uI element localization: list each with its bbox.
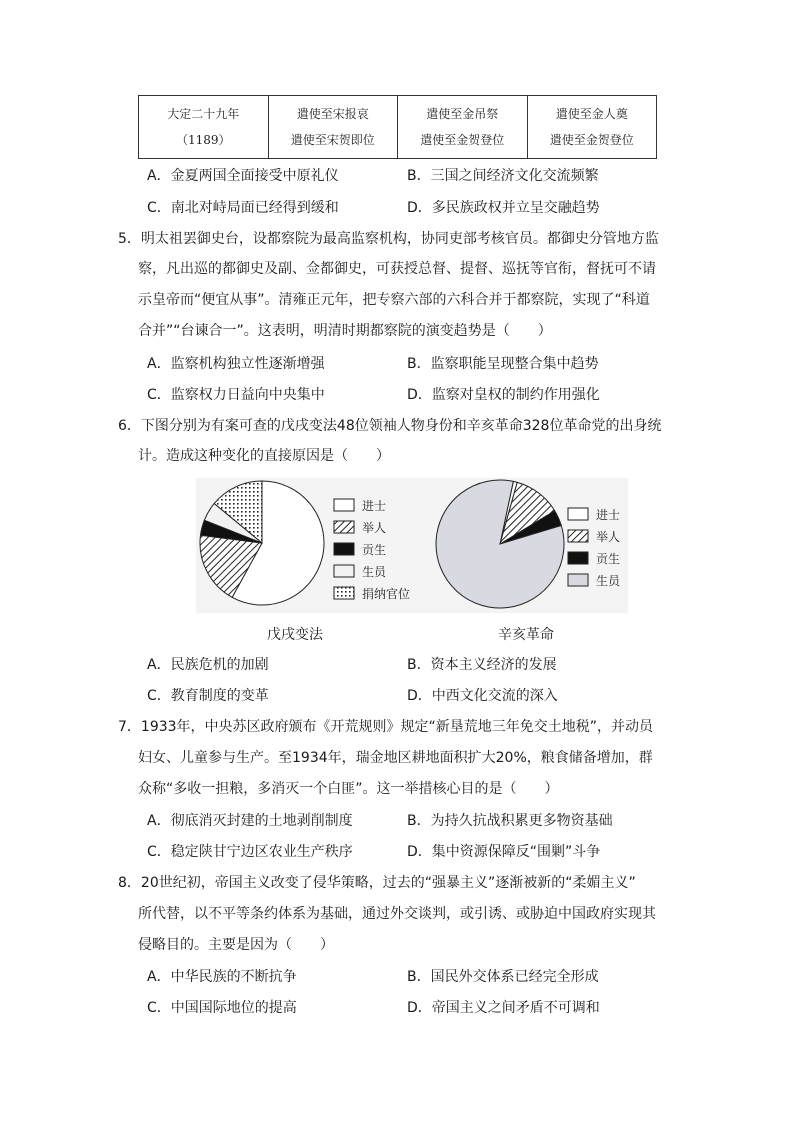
legend-label-2: 贡生 [596, 552, 621, 566]
q8-option-d[interactable]: D．帝国主义之间矛盾不可调和 [407, 1000, 600, 1016]
q6-stem-line: 计。造成这种变化的直接原因是（ ） [138, 448, 390, 464]
q8-stem-line: 所代替，以不平等条约体系为基础，通过外交谈判，或引诱、或胁迫中国政府实现其 [138, 906, 656, 922]
q6-option-b[interactable]: B．资本主义经济的发展 [407, 657, 557, 673]
q8-option-c[interactable]: C．中国国际地位的提高 [147, 1000, 297, 1016]
q4-option-a[interactable]: A．金夏两国全面接受中原礼仪 [147, 168, 339, 184]
q5-option-c[interactable]: C．监察权力日益向中央集中 [147, 387, 325, 403]
legend-label-0: 进士 [362, 499, 387, 513]
q7-option-b[interactable]: B．为持久抗战积累更多物资基础 [407, 813, 613, 829]
q6-option-a[interactable]: A．民族危机的加剧 [147, 657, 269, 673]
chart-title-wuxu: 戊戌变法 [267, 627, 323, 643]
legend-label-3: 生员 [362, 565, 387, 579]
legend-swatch-0 [568, 508, 588, 520]
q7-option-a[interactable]: A．彻底消灭封建的土地剥削制度 [147, 813, 353, 829]
q4-option-c[interactable]: C．南北对峙局面已经得到缓和 [147, 200, 339, 216]
q7-option-c[interactable]: C．稳定陕甘宁边区农业生产秩序 [147, 844, 353, 860]
q6-option-d[interactable]: D．中西文化交流的深入 [407, 688, 558, 704]
pie-figure [196, 478, 628, 613]
legend-label-0: 进士 [596, 508, 621, 522]
q5-stem-line: 合并”“台谏合一”。这表明，明清时期都察院的演变趋势是（ ） [138, 323, 552, 339]
legend-swatch-1 [334, 521, 354, 533]
table-cell: 遣使至金人奠 遣使至金贺登位 [527, 96, 657, 159]
legend-swatch-3 [334, 565, 354, 577]
q5-option-d[interactable]: D．监察对皇权的制约作用强化 [407, 387, 600, 403]
q7-stem-line: 7．1933年，中央苏区政府颁布《开荒规则》规定“新垦荒地三年免交土地税”，并动员 [118, 719, 654, 735]
q4-option-b[interactable]: B．三国之间经济文化交流频繁 [407, 168, 599, 184]
legend-swatch-4 [334, 587, 354, 599]
legend-swatch-1 [568, 530, 588, 542]
q7-option-d[interactable]: D．集中资源保障反“围剿”斗争 [407, 844, 601, 860]
legend-swatch-0 [334, 499, 354, 511]
pie-chart-xinhai [436, 480, 564, 608]
table-row [139, 96, 657, 159]
q7-stem-line: 众称“多收一担粮，多消灭一个白匪”。这一举措核心目的是（ ） [138, 781, 559, 797]
q8-option-a[interactable]: A．中华民族的不断抗争 [147, 969, 297, 985]
q5-stem-line: 5．明太祖罢御史台，设都察院为最高监察机构，协同吏部考核官员。都御史分管地方监 [118, 231, 659, 247]
q5-option-b[interactable]: B．监察职能呈现整合集中趋势 [407, 356, 599, 372]
q5-option-a[interactable]: A．监察机构独立性逐渐增强 [147, 356, 325, 372]
legend-label-4: 捐纳官位 [362, 587, 411, 601]
legend-swatch-3 [568, 574, 588, 586]
q7-stem-line: 妇女、儿童参与生产。至1934年，瑞金地区耕地面积扩大20%，粮食储备增加，群 [138, 750, 653, 766]
table-cell: 遣使至金吊祭 遣使至金贺登位 [398, 96, 528, 159]
q5-stem-line: 察，凡出巡的都御史及副、佥都御史，可获授总督、提督、巡抚等官衔，督抚可不请 [138, 261, 656, 277]
q6-stem-line: 6．下图分别为有案可查的戊戌变法48位领袖人物身份和辛亥革命328位革命党的出身统 [118, 418, 662, 434]
legend-label-1: 举人 [596, 530, 621, 544]
q4-option-d[interactable]: D．多民族政权并立呈交融趋势 [407, 200, 600, 216]
envoy-table [138, 95, 657, 159]
q8-stem-line: 8．20世纪初，帝国主义改变了侵华策略，过去的“强暴主义”逐渐被新的“柔媚主义” [118, 875, 636, 891]
legend-swatch-2 [568, 552, 588, 564]
table-cell: 大定二十九年 （1189） [139, 96, 269, 159]
q5-stem-line: 示皇帝而“便宜从事”。清雍正元年，把专察六部的六科合并于都察院，实现了“科道 [138, 292, 650, 308]
legend-swatch-2 [334, 543, 354, 555]
legend-label-3: 生员 [596, 574, 621, 588]
pie-chart-wuxu [200, 481, 324, 605]
legend-label-1: 举人 [362, 521, 387, 535]
q6-option-c[interactable]: C．教育制度的变革 [147, 688, 269, 704]
q8-stem-line: 侵略目的。主要是因为（ ） [138, 937, 334, 953]
chart-title-xinhai: 辛亥革命 [498, 627, 554, 643]
q8-option-b[interactable]: B．国民外交体系已经完全形成 [407, 969, 599, 985]
table-cell: 遣使至宋报哀 遣使至宋贺即位 [268, 96, 398, 159]
legend-label-2: 贡生 [362, 543, 387, 557]
